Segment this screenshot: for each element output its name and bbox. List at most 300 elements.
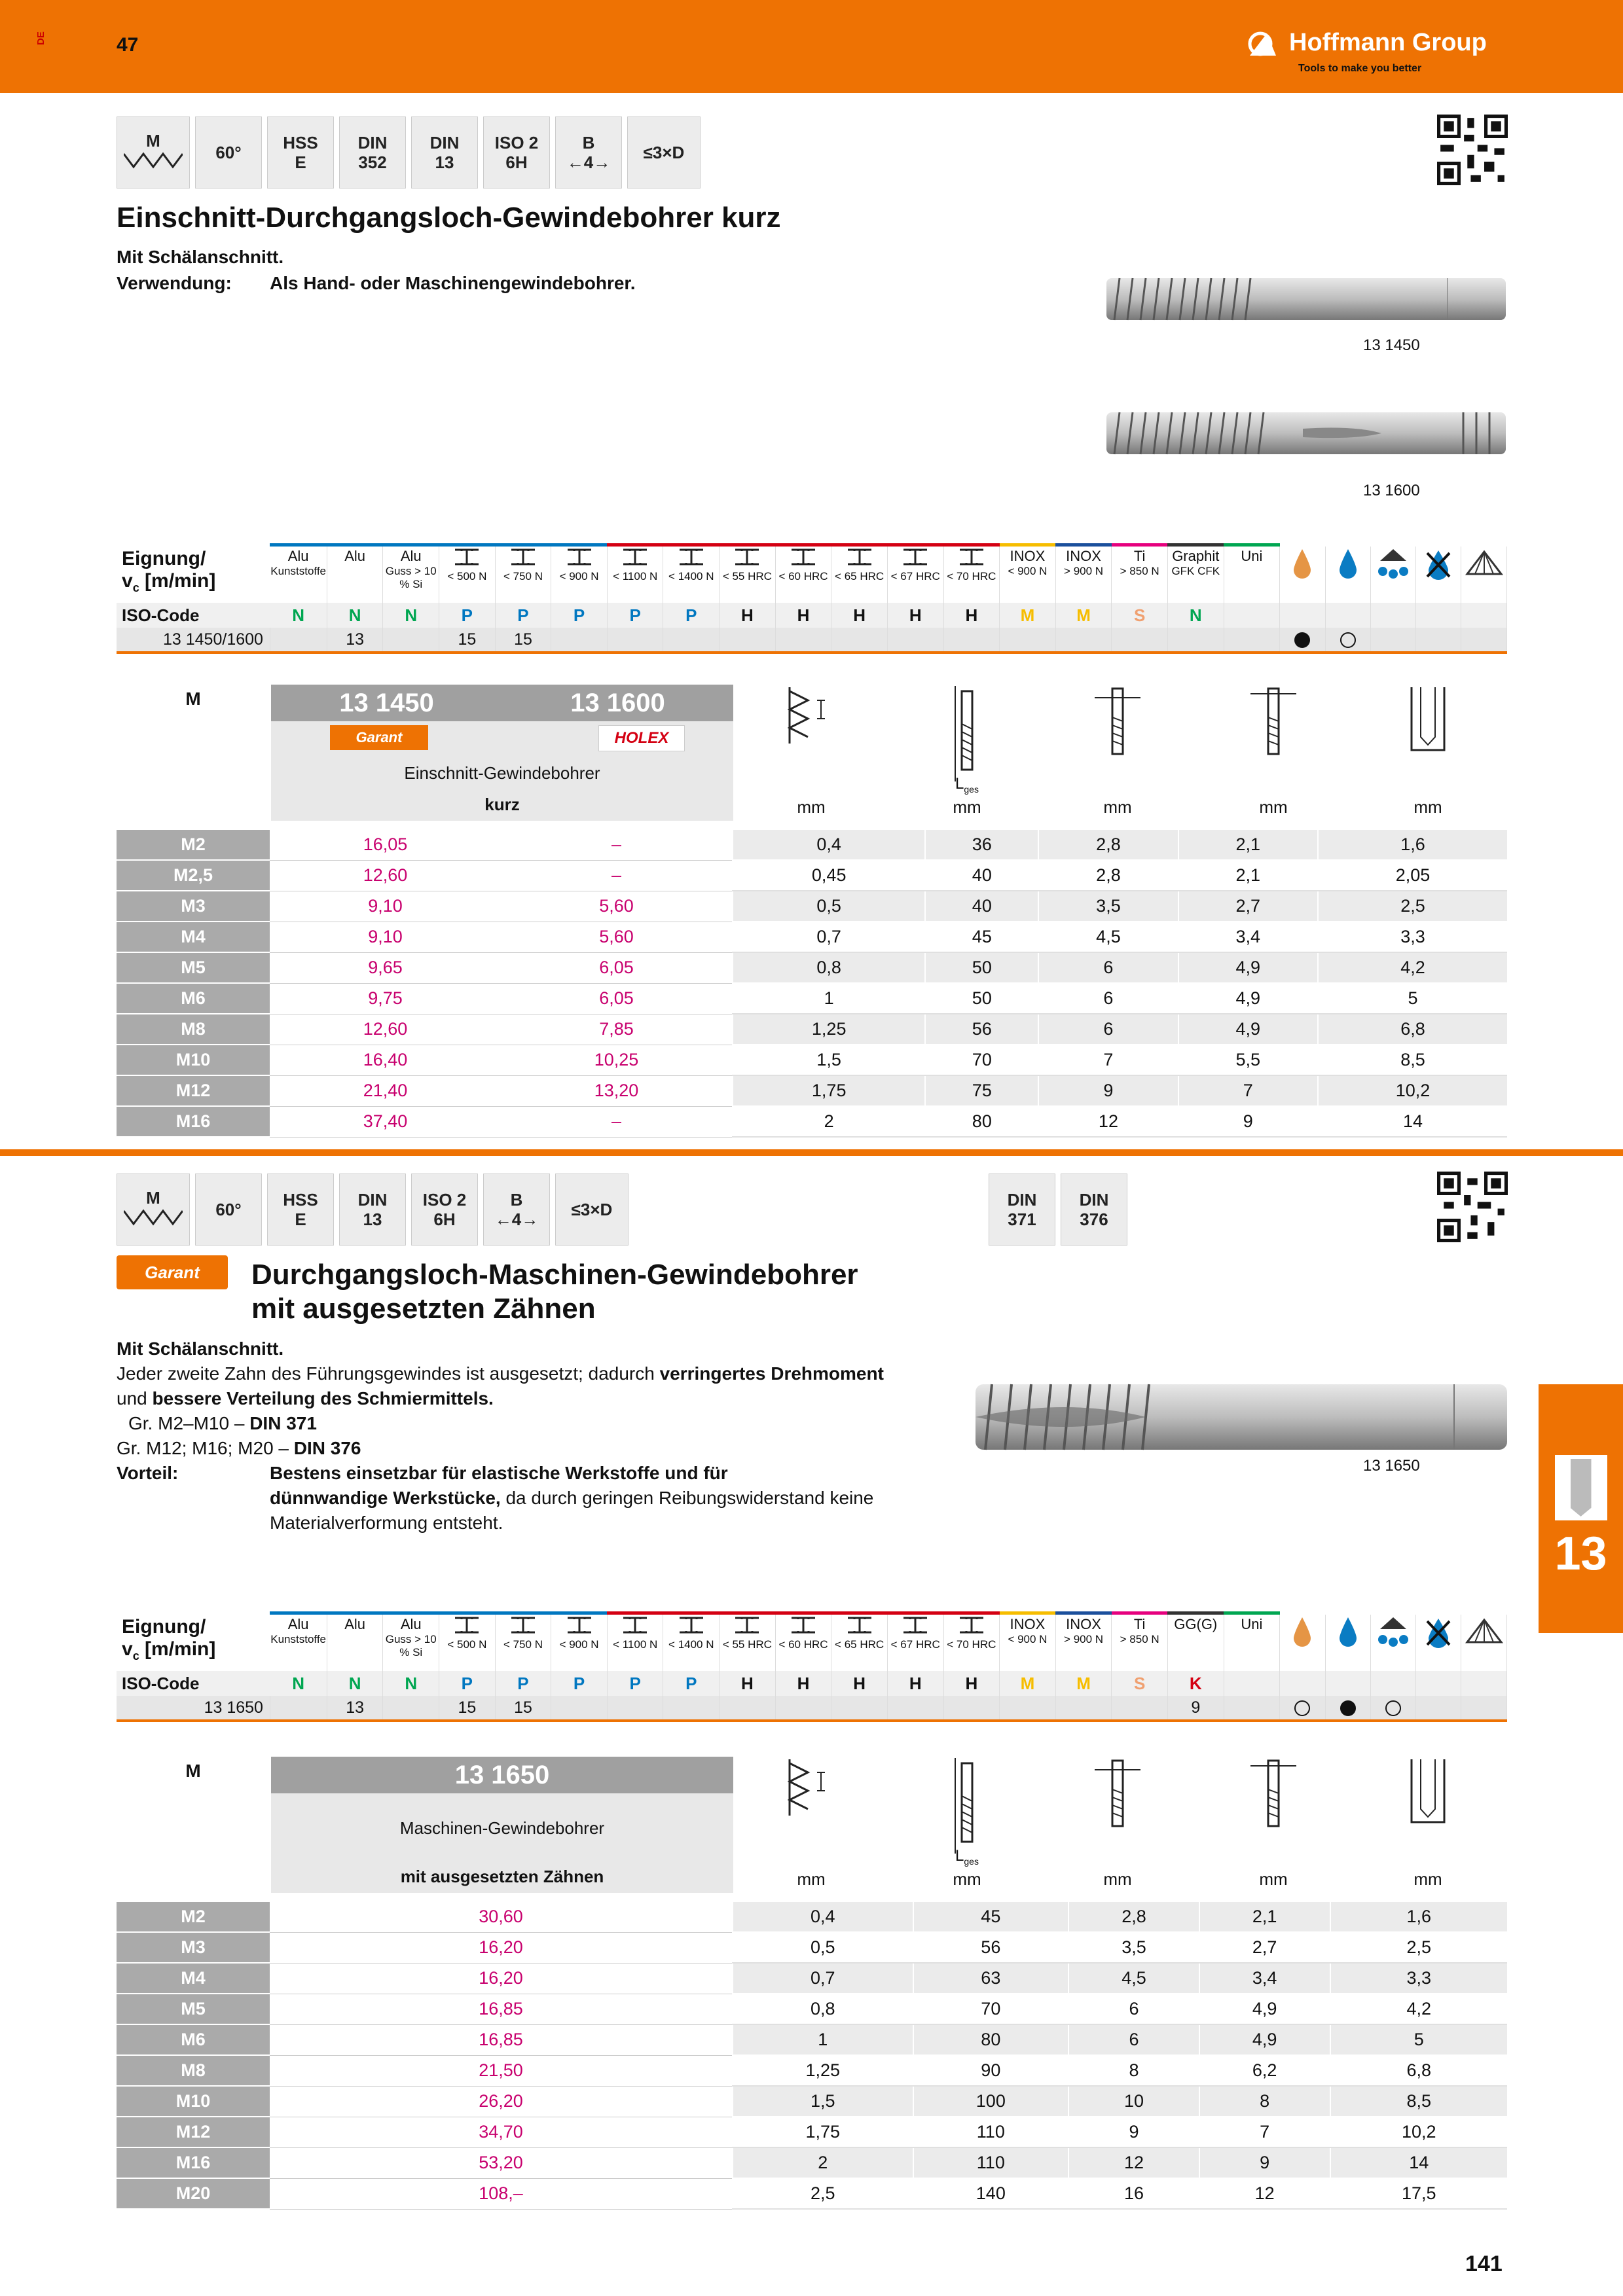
article-number: 13 1450/1600 bbox=[117, 628, 270, 653]
section1-title: Einschnitt-Durchgangsloch-Gewindebohrer kurz bbox=[117, 202, 781, 234]
square-size-icon bbox=[1244, 685, 1303, 757]
steel-beam-icon bbox=[957, 548, 986, 566]
iso-code: H bbox=[943, 603, 1000, 628]
material-column bbox=[1224, 547, 1280, 603]
dimension-value: 2,1 bbox=[1199, 1902, 1330, 1932]
section2-line5a: Gr. M12; M16; M20 – bbox=[117, 1438, 294, 1458]
thread-size: M6 bbox=[117, 2024, 270, 2055]
table-row bbox=[117, 2055, 1507, 2086]
table-row bbox=[117, 830, 1507, 860]
dimension-value: 8 bbox=[1199, 2086, 1330, 2117]
brand-tagline: Tools to make you better bbox=[1298, 63, 1422, 74]
unit-label: mm bbox=[1103, 1869, 1132, 1889]
dimension-value: 2,05 bbox=[1318, 860, 1507, 891]
steel-beam-icon bbox=[452, 1616, 481, 1634]
size-column-label: M bbox=[185, 1761, 201, 1781]
material-column bbox=[607, 547, 663, 603]
chapter-tab[interactable] bbox=[1539, 1384, 1623, 1633]
material-sub: < 900 N bbox=[1008, 565, 1048, 577]
section2-line5b: DIN 376 bbox=[293, 1438, 361, 1458]
lges-sub: ges bbox=[964, 783, 979, 795]
thread-size: M10 bbox=[117, 2086, 270, 2117]
advantage-line3: Materialverformung entsteht. bbox=[270, 1513, 503, 1533]
steel-beam-icon bbox=[509, 1616, 538, 1634]
cutting-speed: 13 bbox=[327, 628, 383, 653]
mist-lubrication-icon bbox=[1374, 1616, 1413, 1649]
material-column bbox=[439, 547, 496, 603]
cutting-speed bbox=[551, 1696, 608, 1721]
lubrication-suitability bbox=[1416, 1696, 1461, 1721]
dimension-value: 0,4 bbox=[733, 1902, 913, 1932]
qr-code-icon[interactable] bbox=[1437, 115, 1508, 185]
dimension-value: 90 bbox=[913, 2055, 1069, 2086]
dimension-value: 2,7 bbox=[1178, 891, 1318, 922]
material-sub: < 500 N bbox=[447, 1638, 487, 1651]
lges-letter: L bbox=[955, 1847, 964, 1865]
material-column bbox=[943, 1615, 1000, 1671]
cutting-speed bbox=[1167, 628, 1224, 653]
lubrication-column bbox=[1416, 1615, 1461, 1671]
iso-code-label: ISO-Code bbox=[117, 1671, 270, 1696]
cutting-speed bbox=[1224, 628, 1280, 653]
material-column bbox=[1055, 547, 1112, 603]
vc-label: v bbox=[122, 1638, 133, 1660]
price-131600[interactable]: – bbox=[501, 860, 733, 891]
material-name: Graphit bbox=[1172, 548, 1220, 564]
unit-label: mm bbox=[953, 797, 981, 817]
price-131600[interactable]: 5,60 bbox=[501, 891, 733, 922]
total-length-icon bbox=[954, 685, 980, 783]
lubrication-suitability bbox=[1461, 1696, 1507, 1721]
article-header-131600 bbox=[502, 685, 733, 721]
water-drop-icon bbox=[1337, 1616, 1359, 1649]
cutting-speed bbox=[1112, 1696, 1168, 1721]
steel-beam-icon bbox=[901, 1616, 930, 1634]
tap-image-131650 bbox=[976, 1378, 1507, 1456]
price-131450[interactable]: 21,40 bbox=[270, 1075, 501, 1106]
dimension-value: 3,4 bbox=[1178, 922, 1318, 952]
material-name: GG(G) bbox=[1174, 1616, 1218, 1632]
price-131450[interactable]: 9,65 bbox=[270, 952, 501, 983]
unit-label: mm bbox=[1103, 797, 1132, 817]
lubrication-suitability bbox=[1280, 1696, 1325, 1721]
thread-size: M5 bbox=[117, 952, 270, 983]
material-name: Alu bbox=[400, 548, 422, 564]
advantage-label: Vorteil: bbox=[117, 1463, 179, 1483]
air-cooling-icon bbox=[1465, 548, 1504, 581]
price-131650[interactable]: 21,50 bbox=[270, 2055, 733, 2086]
iso-code: H bbox=[831, 1671, 888, 1696]
eignung-label: Eignung/ bbox=[122, 1616, 206, 1638]
total-length-icon bbox=[954, 1757, 980, 1855]
dimension-value: 9 bbox=[1038, 1075, 1178, 1106]
dimension-value: 63 bbox=[913, 1963, 1069, 1994]
image3-caption: 13 1650 bbox=[1363, 1457, 1420, 1475]
material-name: INOX bbox=[1066, 548, 1101, 564]
dimension-value: 1,75 bbox=[733, 1075, 925, 1106]
iso-code: P bbox=[551, 603, 608, 628]
cutting-speed: 15 bbox=[439, 1696, 496, 1721]
material-name: INOX bbox=[1066, 1616, 1101, 1632]
spec-badge bbox=[989, 1174, 1055, 1246]
oil-drop-icon bbox=[1291, 548, 1313, 581]
spec-badge bbox=[411, 1174, 478, 1246]
dimension-diagram bbox=[1042, 685, 1193, 816]
price-131600[interactable]: 7,85 bbox=[501, 1014, 733, 1045]
dimension-value: 8 bbox=[1068, 2055, 1199, 2086]
material-column bbox=[383, 547, 439, 603]
section2-line2b: verringertes Drehmoment bbox=[659, 1363, 884, 1384]
material-sub: Guss > 10 % Si bbox=[385, 565, 437, 590]
cutting-speed bbox=[1112, 628, 1168, 653]
cutting-speed bbox=[1055, 628, 1112, 653]
dimension-value: 0,5 bbox=[733, 891, 925, 922]
badge-text: ≤3×D bbox=[571, 1200, 613, 1219]
badge-text: ISO 2 6H bbox=[422, 1190, 467, 1229]
steel-beam-icon bbox=[845, 1616, 874, 1634]
steel-beam-icon bbox=[845, 548, 874, 566]
iso-code: P bbox=[663, 603, 720, 628]
price-131450[interactable]: 9,10 bbox=[270, 891, 501, 922]
badge-text: DIN 371 bbox=[1007, 1190, 1037, 1229]
price-131650[interactable]: 34,70 bbox=[270, 2117, 733, 2147]
thread-size: M16 bbox=[117, 2147, 270, 2178]
lubrication-column bbox=[1416, 547, 1461, 603]
dimension-value: 4,9 bbox=[1199, 1994, 1330, 2024]
spec-badge bbox=[339, 1174, 406, 1246]
steel-beam-icon bbox=[565, 548, 594, 566]
dimension-value: 3,4 bbox=[1199, 1963, 1330, 1994]
dimension-value: 0,8 bbox=[733, 952, 925, 983]
price-131650[interactable]: 53,20 bbox=[270, 2147, 733, 2178]
product-description-box bbox=[271, 685, 733, 821]
steel-beam-icon bbox=[789, 1616, 818, 1634]
lubrication-suitability bbox=[1370, 1696, 1415, 1721]
dimension-diagram bbox=[1198, 685, 1349, 816]
thread-size: M6 bbox=[117, 983, 270, 1014]
cutting-speed: 15 bbox=[439, 628, 496, 653]
vc-sub: c bbox=[132, 581, 139, 594]
badge-text: DIN 13 bbox=[357, 1190, 388, 1229]
iso-code-label: ISO-Code bbox=[117, 603, 270, 628]
dimension-value: 140 bbox=[913, 2178, 1069, 2209]
dimension-value: 2 bbox=[733, 1106, 925, 1137]
material-column bbox=[383, 1615, 439, 1671]
advantage-line2b: da durch geringen Reibungswiderstand keine bbox=[500, 1488, 874, 1508]
price-131650[interactable]: 108,– bbox=[270, 2178, 733, 2209]
steel-beam-icon bbox=[789, 548, 818, 566]
material-column bbox=[720, 547, 776, 603]
steel-beam-icon bbox=[621, 1616, 649, 1634]
dimension-value: 0,8 bbox=[733, 1994, 913, 2024]
material-name: Ti bbox=[1133, 1616, 1146, 1632]
cutting-speed bbox=[775, 628, 831, 653]
price-131450[interactable]: 9,75 bbox=[270, 983, 501, 1014]
spec-badge bbox=[483, 1174, 550, 1246]
lubrication-suitability bbox=[1461, 628, 1507, 653]
dimension-value: 3,3 bbox=[1318, 922, 1507, 952]
price-131600[interactable]: – bbox=[501, 1106, 733, 1137]
material-column bbox=[831, 547, 888, 603]
badge-text: HSS E bbox=[283, 133, 318, 172]
table-row bbox=[117, 1994, 1507, 2024]
dimension-diagram bbox=[1198, 1757, 1349, 1888]
product-description-1: Einschnitt-Gewindebohrer bbox=[404, 763, 600, 783]
cutting-speed bbox=[943, 628, 1000, 653]
iso-code: N bbox=[383, 603, 439, 628]
product-table-header bbox=[117, 1757, 1507, 1902]
dimension-value: 6 bbox=[1038, 1014, 1178, 1045]
dimension-value: 2,8 bbox=[1038, 860, 1178, 891]
dimension-diagram bbox=[1353, 685, 1503, 816]
price-131600[interactable]: 6,05 bbox=[501, 983, 733, 1014]
material-sub: > 900 N bbox=[1064, 1633, 1104, 1645]
dimension-value: 3,3 bbox=[1330, 1963, 1507, 1994]
cutting-speed bbox=[270, 1696, 327, 1721]
material-sub: Kunststoffe bbox=[270, 565, 326, 577]
product-description-box bbox=[271, 1757, 733, 1893]
lubrication-column bbox=[1461, 1615, 1507, 1671]
dimension-value: 4,5 bbox=[1038, 922, 1178, 952]
lges-label bbox=[892, 1847, 1042, 1867]
material-sub: < 900 N bbox=[1008, 1633, 1048, 1645]
section2-line3b: bessere Verteilung des Schmiermittels. bbox=[152, 1388, 494, 1408]
spec-badge bbox=[555, 117, 622, 188]
dry-machining-icon bbox=[1422, 1616, 1455, 1649]
suitable-dot-icon bbox=[1294, 1700, 1310, 1716]
suitability-label bbox=[117, 1615, 270, 1671]
iso-code: P bbox=[607, 1671, 663, 1696]
material-name: Alu bbox=[287, 548, 309, 564]
vc-label: v bbox=[122, 570, 133, 592]
shank-diameter-icon bbox=[1088, 1757, 1147, 1829]
advantage-line2a: dünnwandige Werkstücke, bbox=[270, 1488, 501, 1508]
garant-logo: Garant bbox=[117, 1255, 228, 1289]
material-sub: < 1400 N bbox=[668, 570, 714, 583]
suitable-dot-icon bbox=[1340, 632, 1356, 648]
dimension-value: 1 bbox=[733, 983, 925, 1014]
advantage-line1: Bestens einsetzbar für elastische Werkstoffe und für bbox=[270, 1463, 728, 1483]
table-row bbox=[117, 2178, 1507, 2209]
material-column bbox=[551, 547, 608, 603]
section2-title bbox=[251, 1258, 858, 1326]
dimension-value: 8,5 bbox=[1318, 1045, 1507, 1075]
cutting-speed bbox=[887, 628, 943, 653]
iso-code: S bbox=[1112, 603, 1168, 628]
suitable-dot-icon bbox=[1385, 1700, 1401, 1716]
steel-beam-icon bbox=[957, 1616, 986, 1634]
price-131650[interactable]: 30,60 bbox=[270, 1902, 733, 1932]
lges-letter: L bbox=[955, 775, 964, 793]
lubrication-suitability bbox=[1370, 628, 1415, 653]
material-sub: < 1100 N bbox=[613, 1638, 658, 1651]
dimension-value: 1,25 bbox=[733, 1014, 925, 1045]
thread-size: M10 bbox=[117, 1045, 270, 1075]
thread-size: M4 bbox=[117, 1963, 270, 1994]
table-row bbox=[117, 1932, 1507, 1963]
product-table-2 bbox=[117, 1757, 1507, 2210]
table-row bbox=[117, 1106, 1507, 1137]
dimension-value: 17,5 bbox=[1330, 2178, 1507, 2209]
material-name: Alu bbox=[344, 1616, 366, 1632]
steel-beam-icon bbox=[509, 548, 538, 566]
dimension-value: 80 bbox=[925, 1106, 1038, 1137]
dimension-value: 6 bbox=[1038, 983, 1178, 1014]
iso-code: N bbox=[270, 1671, 327, 1696]
steel-beam-icon bbox=[901, 548, 930, 566]
image1-caption: 13 1450 bbox=[1363, 336, 1420, 354]
section1-line1: Mit Schälanschnitt. bbox=[117, 247, 284, 267]
dimension-value: 1,25 bbox=[733, 2055, 913, 2086]
cutting-speed bbox=[607, 628, 663, 653]
steel-beam-icon bbox=[621, 548, 649, 566]
dimension-value: 5 bbox=[1330, 2024, 1507, 2055]
material-sub: GFK CFK bbox=[1171, 565, 1220, 577]
price-131450[interactable]: 37,40 bbox=[270, 1106, 501, 1137]
iso-code: H bbox=[720, 603, 776, 628]
thread-size: M12 bbox=[117, 2117, 270, 2147]
lubrication-suitability bbox=[1280, 628, 1325, 653]
dimension-value: 4,9 bbox=[1199, 2024, 1330, 2055]
qr-code-icon[interactable] bbox=[1437, 1172, 1508, 1242]
price-131450[interactable]: 16,40 bbox=[270, 1045, 501, 1075]
dimension-value: 40 bbox=[925, 891, 1038, 922]
vc-unit: [m/min] bbox=[139, 570, 216, 592]
suitability-label bbox=[117, 547, 270, 603]
table-row bbox=[117, 952, 1507, 983]
section1-usage-text: Als Hand- oder Maschinengewindebohrer. bbox=[270, 273, 636, 293]
dimension-value: 50 bbox=[925, 952, 1038, 983]
table-row bbox=[117, 2024, 1507, 2055]
iso-code: N bbox=[383, 1671, 439, 1696]
dimension-value: 75 bbox=[925, 1075, 1038, 1106]
recommended-dot-icon bbox=[1294, 632, 1310, 648]
brand-logo bbox=[1247, 29, 1487, 57]
cutting-speed bbox=[663, 1696, 720, 1721]
dimension-value: 1,5 bbox=[733, 1045, 925, 1075]
lubrication-column bbox=[1280, 1615, 1325, 1671]
material-column bbox=[1167, 1615, 1224, 1671]
spec-badge bbox=[411, 117, 478, 188]
material-name: Uni bbox=[1241, 548, 1263, 564]
page-number-left: 47 bbox=[117, 34, 139, 56]
unit-label: mm bbox=[953, 1869, 981, 1889]
thread-size: M3 bbox=[117, 891, 270, 922]
dimension-value: 70 bbox=[913, 1994, 1069, 2024]
price-131450[interactable]: 12,60 bbox=[270, 1014, 501, 1045]
price-131650[interactable]: 16,20 bbox=[270, 1963, 733, 1994]
dimension-value: 110 bbox=[913, 2147, 1069, 2178]
product-rows bbox=[117, 830, 1507, 1138]
dimension-value: 16 bbox=[1068, 2178, 1199, 2209]
material-column bbox=[831, 1615, 888, 1671]
dimension-value: 10,2 bbox=[1330, 2117, 1507, 2147]
dimension-value: 2,1 bbox=[1178, 830, 1318, 860]
dimension-value: 5 bbox=[1318, 983, 1507, 1014]
badge-text: DIN 376 bbox=[1079, 1190, 1109, 1229]
section2-title-line1: Durchgangsloch-Maschinen-Gewindebohrer bbox=[251, 1259, 858, 1291]
steel-beam-icon bbox=[452, 548, 481, 566]
dimension-value: 6,2 bbox=[1199, 2055, 1330, 2086]
price-131450[interactable]: 16,05 bbox=[270, 830, 501, 860]
dimension-value: 7 bbox=[1199, 2117, 1330, 2147]
dimension-value: 0,7 bbox=[733, 1963, 913, 1994]
mist-lubrication-icon bbox=[1374, 548, 1413, 581]
article-number: 13 1650 bbox=[454, 1761, 550, 1789]
unit-label: mm bbox=[797, 797, 826, 817]
spec-badge bbox=[195, 1174, 262, 1246]
material-sub: < 750 N bbox=[503, 1638, 543, 1651]
oil-drop-icon bbox=[1291, 1616, 1313, 1649]
thread-size: M12 bbox=[117, 1075, 270, 1106]
price-131650[interactable]: 26,20 bbox=[270, 2086, 733, 2117]
badge-text: DIN 352 bbox=[357, 133, 388, 172]
price-131600[interactable]: 6,05 bbox=[501, 952, 733, 983]
cutting-speed bbox=[383, 1696, 439, 1721]
dimension-value: 4,9 bbox=[1178, 952, 1318, 983]
dimension-value: 12 bbox=[1199, 2178, 1330, 2209]
steel-beam-icon bbox=[733, 1616, 761, 1634]
price-131600[interactable]: – bbox=[501, 830, 733, 860]
hoffmann-logo-icon bbox=[1247, 31, 1285, 57]
price-131600[interactable]: 5,60 bbox=[501, 922, 733, 952]
price-131650[interactable]: 16,85 bbox=[270, 2024, 733, 2055]
material-column bbox=[943, 547, 1000, 603]
dry-machining-icon bbox=[1422, 548, 1455, 581]
cutting-speed bbox=[831, 628, 888, 653]
section2-line3a: und bbox=[117, 1388, 153, 1408]
price-131600[interactable]: 10,25 bbox=[501, 1045, 733, 1075]
dimension-value: 6,8 bbox=[1318, 1014, 1507, 1045]
dimension-value: 6,8 bbox=[1330, 2055, 1507, 2086]
din-badges-2 bbox=[989, 1174, 1127, 1246]
cutting-speed bbox=[887, 1696, 943, 1721]
material-column bbox=[1112, 547, 1168, 603]
holex-logo: HOLEX bbox=[598, 725, 685, 751]
dimension-value: 0,4 bbox=[733, 830, 925, 860]
thread-type: M bbox=[146, 131, 160, 151]
brand-name: Hoffmann Group bbox=[1289, 29, 1487, 56]
badge-text: 60° bbox=[215, 143, 242, 162]
dimension-diagram bbox=[892, 685, 1042, 816]
price-131650[interactable]: 16,85 bbox=[270, 1994, 733, 2024]
thread-size: M5 bbox=[117, 1994, 270, 2024]
lubrication-column bbox=[1370, 1615, 1415, 1671]
dimension-value: 10,2 bbox=[1318, 1075, 1507, 1106]
image2-caption: 13 1600 bbox=[1363, 482, 1420, 499]
dimension-value: 1 bbox=[733, 2024, 913, 2055]
dimension-diagram bbox=[1353, 1757, 1503, 1888]
thread-size: M16 bbox=[117, 1106, 270, 1137]
dimension-value: 12 bbox=[1068, 2147, 1199, 2178]
material-column bbox=[775, 547, 831, 603]
suitability-grid bbox=[117, 1611, 1507, 1722]
dimension-value: 12 bbox=[1038, 1106, 1178, 1137]
material-column bbox=[327, 547, 383, 603]
price-131650[interactable]: 16,20 bbox=[270, 1932, 733, 1963]
material-name: Alu bbox=[400, 1616, 422, 1632]
table-row bbox=[117, 1045, 1507, 1075]
cutting-speed: 15 bbox=[495, 628, 551, 653]
price-131600[interactable]: 13,20 bbox=[501, 1075, 733, 1106]
lubrication-column bbox=[1325, 1615, 1370, 1671]
dimension-value: 9 bbox=[1199, 2147, 1330, 2178]
cutting-speed: 15 bbox=[495, 1696, 551, 1721]
price-131450[interactable]: 12,60 bbox=[270, 860, 501, 891]
price-131450[interactable]: 9,10 bbox=[270, 922, 501, 952]
unit-label: mm bbox=[1259, 1869, 1288, 1889]
material-column bbox=[1112, 1615, 1168, 1671]
